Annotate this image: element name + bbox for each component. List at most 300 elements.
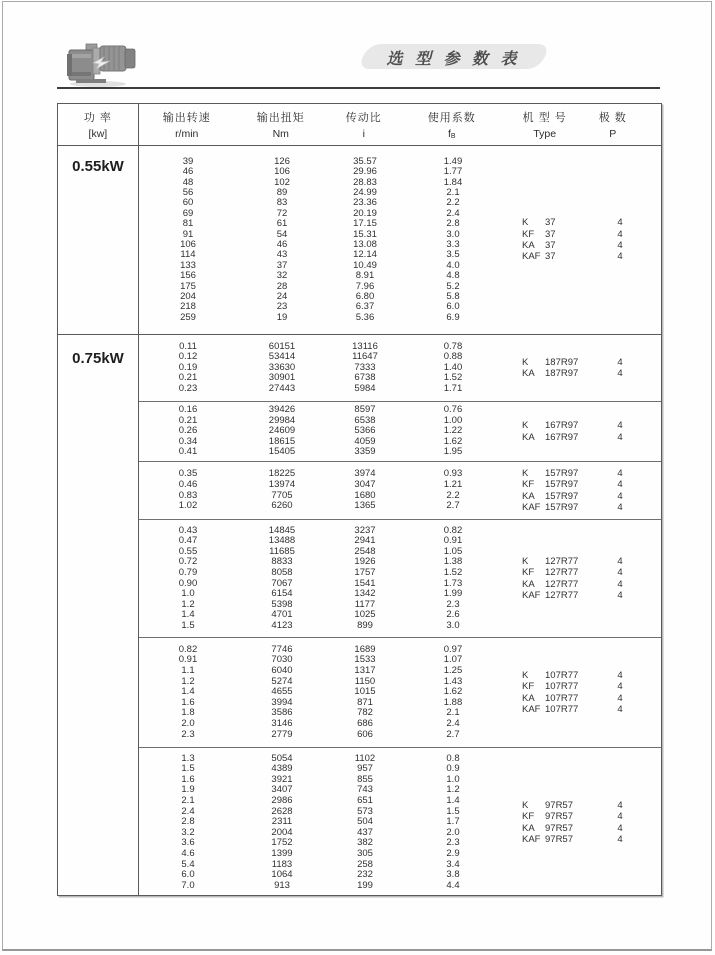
- model-size: 157R97: [545, 479, 579, 491]
- service-factor-cell: 4.0: [446, 259, 460, 271]
- service-factor-cell: 1.73: [443, 577, 463, 589]
- model-series: K: [522, 669, 529, 681]
- service-factor-cell: 3.5: [446, 249, 460, 261]
- ratio-cell: 6738: [354, 372, 376, 384]
- service-factor-cell: 1.49: [443, 155, 463, 167]
- ratio-cell: 29.96: [353, 166, 377, 178]
- header-speed: 输出转速 r/min: [162, 112, 211, 140]
- service-factor-cell: 0.8: [446, 752, 460, 764]
- torque-cell: 24: [276, 290, 288, 302]
- speed-cell: 5.4: [181, 858, 195, 870]
- speed-cell: 0.46: [178, 478, 198, 490]
- speed-cell: 81: [182, 218, 194, 230]
- torque-cell: 27443: [268, 382, 296, 394]
- model-series: KF: [522, 811, 535, 823]
- poles-cell: 4: [617, 703, 623, 715]
- service-factor-cell: 2.0: [446, 826, 460, 838]
- model-size: 37: [545, 217, 556, 229]
- torque-cell: 4123: [271, 619, 293, 631]
- service-factor-cell: 2.7: [446, 728, 460, 740]
- model-series: KAF: [522, 501, 541, 513]
- header-type: 机 型 号 Type: [522, 112, 567, 140]
- speed-cell: 2.4: [181, 805, 195, 817]
- service-factor-cell: 1.21: [443, 478, 463, 490]
- model-series: KA: [522, 692, 535, 704]
- model-list: [503, 402, 661, 461]
- service-factor-cell: 4.8: [446, 270, 460, 282]
- speed-cell: 48: [182, 176, 194, 188]
- torque-cell: 3146: [271, 717, 293, 729]
- numeric-rows: [139, 748, 503, 897]
- service-factor-cell: 1.5: [446, 805, 460, 817]
- speed-cell: 1.9: [181, 784, 195, 796]
- speed-cell: 0.90: [178, 577, 198, 589]
- speed-cell: 0.19: [178, 361, 198, 373]
- model-list: [503, 335, 661, 401]
- speed-cell: 91: [182, 228, 194, 240]
- torque-cell: 6040: [271, 665, 293, 677]
- ratio-cell: 1926: [354, 556, 376, 568]
- ratio-cell: 24.99: [353, 187, 377, 199]
- torque-cell: 6154: [271, 588, 293, 600]
- poles-cell: 4: [617, 578, 623, 590]
- ratio-cell: 13.08: [353, 239, 377, 250]
- torque-cell: 6260: [271, 500, 293, 512]
- torque-cell: 11685: [269, 545, 295, 557]
- data-block: [139, 335, 661, 402]
- service-factor-cell: 1.84: [443, 176, 463, 188]
- model-series: KF: [522, 479, 535, 491]
- speed-cell: 6.0: [181, 869, 195, 881]
- torque-cell: 2004: [271, 826, 293, 838]
- model-size: 127R77: [545, 589, 579, 601]
- poles-cell: 4: [617, 681, 623, 693]
- ratio-cell: 5366: [354, 425, 376, 437]
- ratio-cell: 1680: [354, 489, 376, 501]
- torque-cell: 83: [276, 197, 288, 209]
- header-power-unit: [kw]: [88, 128, 108, 140]
- ratio-cell: 15.31: [353, 228, 377, 240]
- torque-cell: 5054: [271, 752, 293, 764]
- service-factor-cell: 0.93: [443, 468, 463, 480]
- poles-cell: 4: [617, 692, 623, 704]
- poles-cell: 4: [617, 356, 623, 368]
- speed-cell: 0.41: [178, 446, 198, 458]
- poles-cell: 4: [617, 240, 623, 251]
- page-title: 选 型 参 数 表: [386, 51, 521, 68]
- service-factor-cell: 1.52: [443, 372, 463, 384]
- ratio-cell: 899: [357, 619, 373, 631]
- ratio-cell: 382: [357, 837, 373, 849]
- model-series: KF: [522, 567, 535, 579]
- speed-cell: 0.26: [178, 425, 198, 437]
- model-series: K: [522, 467, 529, 479]
- service-factor-cell: 5.8: [446, 290, 460, 302]
- torque-cell: 5274: [271, 675, 293, 687]
- torque-cell: 15405: [268, 446, 296, 458]
- model-size: 97R57: [545, 799, 573, 811]
- model-list: [503, 146, 661, 334]
- model-size: 107R77: [545, 681, 579, 693]
- ratio-cell: 573: [357, 805, 373, 817]
- model-size: 97R57: [545, 833, 573, 845]
- model-series: KA: [522, 578, 535, 590]
- torque-cell: 3994: [271, 696, 293, 708]
- model-size: 37: [545, 251, 556, 263]
- speed-cell: 2.3: [181, 728, 195, 740]
- model-row: [522, 670, 661, 681]
- speed-cell: 0.55: [178, 545, 198, 557]
- ratio-cell: 957: [357, 763, 373, 775]
- data-block: [139, 146, 661, 334]
- torque-cell: 1399: [271, 847, 293, 859]
- speed-cell: 259: [180, 311, 196, 323]
- selection-table: [57, 103, 662, 896]
- service-factor-cell: 1.7: [446, 816, 460, 828]
- model-size: 107R77: [545, 692, 579, 704]
- speed-cell: 1.8: [181, 707, 195, 719]
- model-row: [522, 251, 661, 262]
- torque-cell: 32: [276, 270, 288, 282]
- poles-cell: 4: [617, 822, 623, 834]
- model-series: K: [522, 555, 529, 567]
- model-row: [522, 579, 661, 590]
- speed-cell: 0.11: [179, 340, 197, 352]
- torque-cell: 18615: [268, 435, 296, 447]
- numeric-rows: [139, 146, 503, 334]
- numeric-rows: [139, 462, 503, 519]
- torque-cell: 30901: [268, 372, 296, 384]
- torque-cell: 13488: [268, 535, 296, 547]
- service-factor-cell: 2.3: [446, 598, 460, 610]
- service-factor-cell: 6.9: [446, 311, 460, 323]
- ratio-cell: 20.19: [353, 207, 377, 219]
- model-row: [522, 811, 661, 822]
- speed-cell: 4.6: [181, 847, 195, 859]
- speed-cell: 0.21: [178, 414, 198, 426]
- torque-cell: 19: [276, 311, 288, 323]
- torque-cell: 7030: [271, 654, 293, 666]
- model-size: 127R77: [545, 567, 579, 579]
- speed-cell: 156: [180, 270, 196, 282]
- speed-cell: 0.23: [178, 382, 198, 394]
- poles-cell: 4: [617, 368, 623, 379]
- model-row: [522, 491, 661, 502]
- service-factor-cell: 1.2: [446, 784, 460, 796]
- model-row: [522, 432, 661, 443]
- torque-cell: 126: [274, 155, 290, 167]
- ratio-cell: 855: [357, 773, 373, 785]
- torque-cell: 2986: [271, 795, 293, 807]
- numeric-rows: [139, 638, 503, 747]
- model-list: [503, 748, 661, 897]
- model-size: 127R77: [545, 578, 579, 590]
- torque-cell: 7067: [271, 577, 293, 589]
- ratio-cell: 258: [357, 858, 373, 870]
- model-series: KAF: [522, 703, 541, 715]
- speed-cell: 1.4: [181, 609, 195, 621]
- section-0-75kw: [58, 334, 661, 897]
- ratio-cell: 17.15: [353, 218, 377, 230]
- torque-cell: 54: [276, 228, 288, 240]
- service-factor-cell: 2.8: [446, 218, 460, 230]
- torque-cell: 43: [276, 249, 288, 261]
- torque-cell: 1752: [271, 837, 293, 849]
- service-factor-cell: 3.0: [446, 619, 460, 631]
- ratio-cell: 606: [357, 728, 373, 740]
- service-factor-cell: 1.52: [443, 566, 463, 578]
- service-factor-cell: 2.6: [446, 609, 460, 621]
- torque-cell: 61: [276, 218, 288, 230]
- speed-cell: 204: [180, 290, 196, 302]
- poles-cell: 4: [617, 217, 623, 229]
- torque-cell: 4701: [271, 609, 293, 621]
- service-factor-cell: 1.62: [443, 435, 463, 447]
- ratio-cell: 1015: [354, 686, 376, 698]
- speed-cell: 3.6: [181, 837, 195, 849]
- header-power: [58, 104, 138, 145]
- service-factor-cell: 6.0: [446, 301, 460, 313]
- ratio-cell: 305: [357, 847, 373, 859]
- header-service-factor: 使用系数 fB: [427, 112, 476, 140]
- model-series: KA: [522, 490, 535, 502]
- torque-cell: 4389: [271, 763, 293, 775]
- service-factor-cell: 3.8: [446, 869, 460, 881]
- torque-cell: 18225: [268, 468, 296, 480]
- ratio-cell: 2941: [354, 535, 376, 547]
- model-row: [522, 229, 661, 240]
- ratio-cell: 6.80: [355, 290, 375, 302]
- model-size: 157R97: [545, 501, 579, 513]
- gearmotor-photo: [66, 39, 138, 89]
- service-factor-cell: 2.4: [446, 207, 460, 219]
- service-factor-cell: 1.77: [443, 166, 463, 178]
- torque-cell: 46: [276, 239, 288, 250]
- torque-cell: 1183: [271, 858, 293, 870]
- service-factor-cell: 1.38: [443, 556, 463, 568]
- torque-cell: 14845: [268, 524, 296, 536]
- service-factor-cell: 0.82: [443, 524, 463, 536]
- ratio-cell: 2548: [354, 545, 376, 557]
- model-list: [503, 520, 661, 637]
- model-size: 167R97: [545, 431, 579, 443]
- model-size: 157R97: [545, 490, 579, 502]
- speed-cell: 1.1: [181, 665, 195, 677]
- ratio-cell: 23.36: [353, 197, 377, 209]
- speed-cell: 1.3: [181, 752, 195, 764]
- ratio-cell: 1317: [354, 665, 376, 677]
- speed-cell: 1.2: [181, 598, 195, 610]
- speed-cell: 69: [182, 207, 194, 219]
- model-series: KA: [522, 368, 535, 379]
- poles-cell: 4: [617, 467, 623, 479]
- service-factor-cell: 2.1: [446, 187, 460, 199]
- data-block: [139, 520, 661, 638]
- speed-cell: 39: [182, 155, 194, 167]
- service-factor-cell: 1.43: [443, 675, 463, 687]
- model-series: KA: [522, 822, 535, 834]
- poles-cell: 4: [617, 555, 623, 567]
- torque-cell: 3586: [271, 707, 293, 719]
- torque-cell: 3921: [271, 773, 293, 785]
- ratio-cell: 3237: [354, 524, 376, 536]
- speed-cell: 2.8: [181, 816, 195, 828]
- speed-cell: 7.0: [181, 879, 195, 891]
- service-factor-cell: 1.4: [446, 795, 460, 807]
- torque-cell: 7746: [271, 643, 293, 655]
- ratio-cell: 437: [357, 826, 373, 838]
- model-row: [522, 590, 661, 601]
- service-factor-cell: 0.97: [443, 643, 463, 655]
- torque-cell: 4655: [271, 686, 293, 698]
- speed-cell: 1.0: [181, 588, 195, 600]
- torque-cell: 23: [276, 301, 288, 313]
- ratio-cell: 3974: [354, 468, 376, 480]
- poles-cell: 4: [617, 490, 623, 502]
- speed-cell: 106: [180, 239, 196, 250]
- service-factor-cell: 0.9: [446, 763, 460, 775]
- ratio-cell: 3359: [354, 446, 376, 458]
- poles-cell: 4: [617, 669, 623, 681]
- speed-cell: 1.4: [181, 686, 195, 698]
- table-header: [58, 104, 661, 146]
- speed-cell: 1.5: [181, 619, 195, 631]
- torque-cell: 1064: [271, 869, 293, 881]
- service-factor-cell: 1.05: [443, 545, 463, 557]
- ratio-cell: 1025: [354, 609, 376, 621]
- model-row: [522, 502, 661, 513]
- speed-cell: 0.12: [178, 351, 198, 363]
- speed-cell: 0.35: [178, 468, 198, 480]
- model-row: [522, 240, 661, 251]
- speed-cell: 0.43: [178, 524, 198, 536]
- service-factor-cell: 2.2: [446, 197, 460, 209]
- model-size: 97R57: [545, 822, 573, 834]
- poles-cell: 4: [617, 431, 623, 443]
- ratio-cell: 11647: [352, 351, 378, 363]
- model-list: [503, 462, 661, 519]
- service-factor-cell: 2.3: [446, 837, 460, 849]
- torque-cell: 102: [274, 176, 290, 188]
- model-series: KAF: [522, 589, 541, 601]
- ratio-cell: 1689: [354, 643, 376, 655]
- model-row: [522, 368, 661, 379]
- ratio-cell: 6.37: [355, 301, 375, 313]
- poles-cell: 4: [617, 420, 623, 432]
- service-factor-cell: 5.2: [446, 280, 460, 292]
- service-factor-cell: 2.9: [446, 847, 460, 859]
- ratio-cell: 199: [357, 879, 373, 891]
- ratio-cell: 1533: [354, 654, 376, 666]
- data-block: [139, 462, 661, 520]
- model-size: 107R77: [545, 669, 579, 681]
- poles-cell: 4: [617, 501, 623, 513]
- model-series: KA: [522, 240, 535, 251]
- torque-cell: 8833: [271, 556, 293, 568]
- ratio-cell: 504: [357, 816, 373, 828]
- speed-cell: 0.21: [178, 372, 198, 384]
- model-row: [522, 357, 661, 368]
- service-factor-cell: 1.0: [446, 773, 460, 785]
- data-block: [139, 402, 661, 462]
- speed-cell: 1.5: [181, 763, 195, 775]
- speed-cell: 0.16: [178, 404, 198, 416]
- ratio-cell: 686: [357, 717, 373, 729]
- torque-cell: 89: [276, 187, 288, 199]
- torque-cell: 29984: [268, 414, 296, 426]
- service-factor-cell: 3.4: [446, 858, 460, 870]
- power-rating: 0.55kW: [72, 158, 124, 175]
- speed-cell: 3.2: [181, 826, 195, 838]
- ratio-cell: 1541: [354, 577, 376, 589]
- ratio-cell: 12.14: [353, 249, 377, 261]
- service-factor-cell: 0.78: [443, 340, 463, 352]
- ratio-cell: 5984: [354, 382, 376, 394]
- speed-cell: 1.02: [178, 500, 198, 512]
- speed-cell: 2.1: [181, 795, 195, 807]
- service-factor-cell: 3.3: [446, 239, 460, 250]
- service-factor-cell: 1.71: [443, 382, 463, 394]
- model-row: [522, 217, 661, 228]
- speed-cell: 0.47: [178, 535, 198, 547]
- model-size: 187R97: [545, 368, 579, 379]
- model-row: [522, 681, 661, 692]
- numeric-rows: [139, 335, 503, 401]
- model-row: [522, 468, 661, 479]
- model-row: [522, 834, 661, 845]
- model-row: [522, 567, 661, 578]
- service-factor-cell: 2.1: [446, 707, 460, 719]
- service-factor-cell: 1.07: [443, 654, 463, 666]
- model-size: 167R97: [545, 420, 579, 432]
- model-row: [522, 800, 661, 811]
- header-rule: [57, 87, 660, 89]
- model-size: 157R97: [545, 467, 579, 479]
- torque-cell: 7705: [271, 489, 293, 501]
- model-row: [522, 704, 661, 715]
- torque-cell: 106: [274, 166, 290, 178]
- ratio-cell: 4059: [354, 435, 376, 447]
- speed-cell: 0.34: [178, 435, 198, 447]
- service-factor-cell: 1.99: [443, 588, 463, 600]
- ratio-cell: 871: [357, 696, 373, 708]
- ratio-cell: 3047: [354, 478, 376, 490]
- model-size: 107R77: [545, 703, 579, 715]
- service-factor-cell: 2.2: [446, 489, 460, 501]
- service-factor-cell: 0.91: [443, 535, 463, 547]
- power-rating: 0.75kW: [72, 350, 124, 367]
- speed-cell: 46: [182, 166, 194, 178]
- speed-cell: 0.79: [178, 566, 198, 578]
- poles-cell: 4: [617, 228, 623, 240]
- speed-cell: 0.91: [178, 654, 198, 666]
- ratio-cell: 1365: [354, 500, 376, 512]
- model-series: KF: [522, 228, 535, 240]
- ratio-cell: 743: [357, 784, 373, 796]
- speed-cell: 60: [182, 197, 194, 209]
- model-list: [503, 638, 661, 747]
- title-badge-text-layer: [356, 44, 551, 69]
- poles-cell: 4: [617, 251, 623, 263]
- header-torque: 输出扭矩 Nm: [256, 112, 305, 140]
- torque-cell: 2628: [271, 805, 293, 817]
- ratio-cell: 1342: [354, 588, 376, 600]
- model-series: K: [522, 356, 529, 368]
- torque-cell: 2311: [271, 816, 293, 828]
- ratio-cell: 28.83: [353, 176, 377, 188]
- ratio-cell: 1102: [354, 752, 376, 764]
- speed-cell: 0.72: [178, 556, 198, 568]
